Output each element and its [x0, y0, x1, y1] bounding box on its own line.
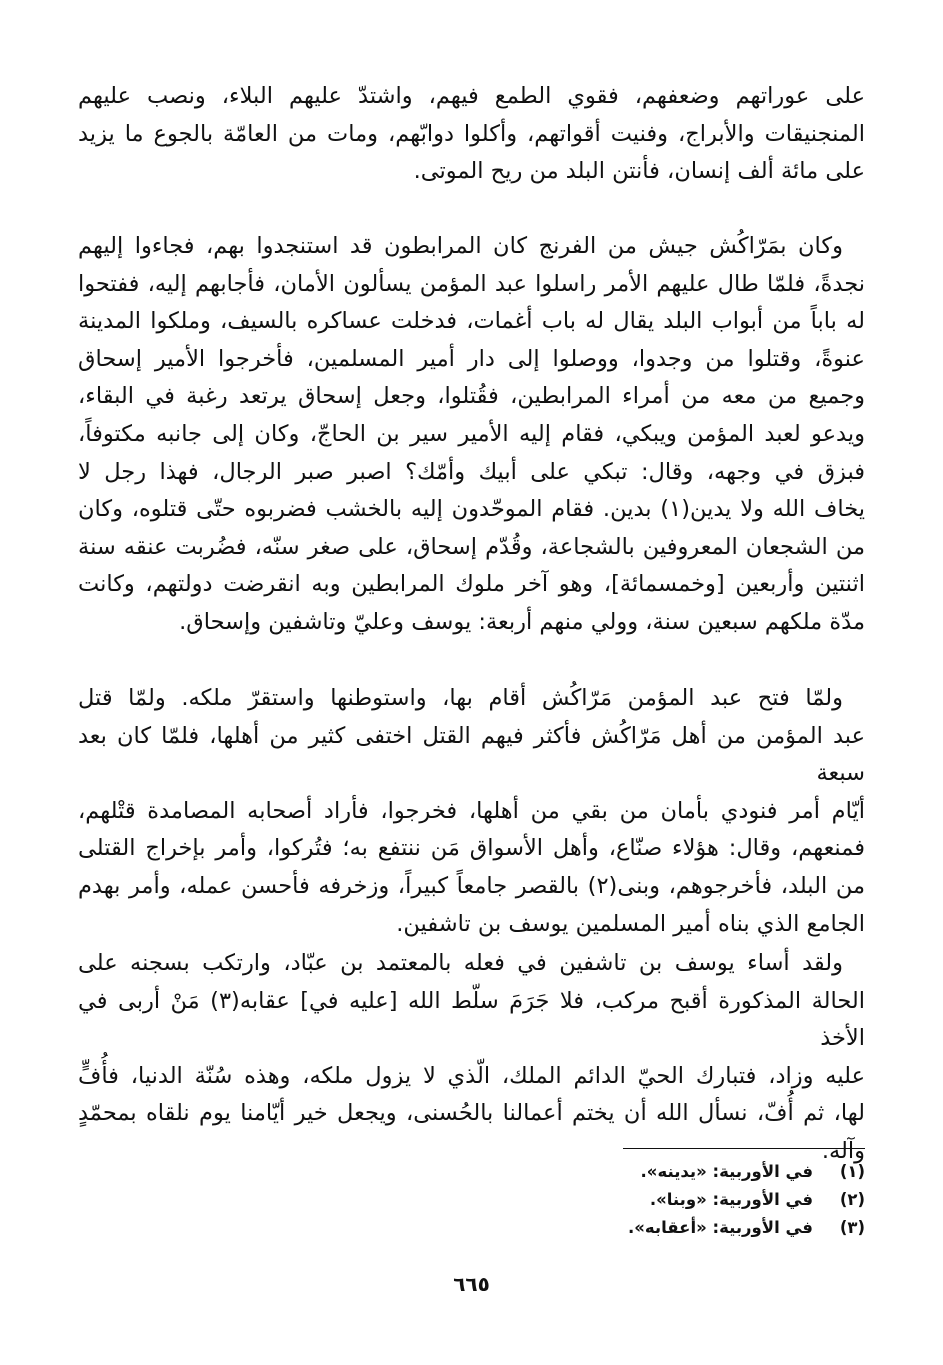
text-line: وآله. — [821, 1137, 865, 1164]
text-line: عليه وزاد، فتبارك الحيّ الدائم الملك، الّذي لا يزول ملكه، وهذه سُنّة الدنيا، فأُفٍّ — [78, 1062, 865, 1089]
footnote-text: في الأوربية: «يدينه». — [640, 1162, 813, 1181]
footnote-3 — [565, 1214, 865, 1242]
footnote-number: (٢) — [839, 1190, 865, 1209]
footnote-divider — [623, 1148, 865, 1149]
text-line: وكان بمَرّاكُش جيش من الفرنج كان المرابطون قد استنجدوا بهم، فجاءوا إليهم — [78, 233, 843, 259]
text-line: ولمّا فتح عبد المؤمن مَرّاكُش أقام بها، واستوطنها واستقرّ ملكه. ولمّا قتل — [78, 685, 843, 711]
text-line: عنوةً، وقتلوا من وجدوا، ووصلوا إلى دار أمير المسلمين، فأخرجوا الأمير إسحاق — [78, 345, 865, 372]
text-line: الجامع الذي بناه أمير المسلمين يوسف بن تاشفين. — [396, 910, 865, 937]
text-line: وجميع من معه من أمراء المرابطين، فقُتلوا، وجعل إسحاق يرتعد رغبة في البقاء، — [78, 383, 865, 410]
text-line: نجدةً، فلمّا طال عليهم الأمر راسلوا عبد المؤمن يسألون الأمان، فأجابهم إليه، ففتحوا — [78, 270, 865, 297]
text-line: أيّام أمر فنودي بأمان من بقي من أهلها، فخرجوا، فأراد أصحابه المصامدة قتْلهم، — [78, 797, 865, 824]
footnote-1 — [565, 1158, 865, 1186]
paragraph-3 — [78, 680, 865, 943]
text-line: اثنتين وأربعين [وخمسمائة]، وهو آخر ملوك المرابطين وبه انقرضت دولتهم، وكانت — [78, 571, 865, 598]
text-line: فبزق في وجهه، وقال: تبكي على أبيك وأمّك؟ اصبر صبر الرجال، فهذا رجل لا — [78, 458, 865, 485]
footnote-text: في الأوربية: «أعقابه». — [627, 1218, 813, 1237]
text-line: من البلد، فأخرجوهم، وبنى(٢) بالقصر جامعاً كبيراً، وزخرفه فأحسن عمله، وأمر بهدم — [78, 872, 865, 899]
footnote-text: في الأوربية: «وبنا». — [649, 1190, 813, 1209]
text-line: على عوراتهم وضعفهم، فقوي الطمع فيهم، واشتدّ عليهم البلاء، ونصب عليهم — [78, 83, 865, 109]
text-line: مدّة ملكهم سبعين سنة، وولي منهم أربعة: يوسف وعليّ وتاشفين وإسحاق. — [179, 608, 865, 635]
text-line: له باباً من أبواب البلد يقال له باب أغمات، فدخلت عساكره بالسيف، وملكوا المدينة — [78, 308, 865, 335]
footnote-number: (٣) — [839, 1218, 865, 1237]
text-line: من الشجعان المعروفين بالشجاعة، وقُدّم إسحاق، على صغر سنّه، فضُربت عنقه سنة — [78, 533, 865, 560]
text-line: ولقد أساء يوسف بن تاشفين في فعله بالمعتمد بن عبّاد، وارتكب بسجنه على — [78, 950, 843, 976]
footnote-2 — [565, 1186, 865, 1214]
paragraph-1 — [78, 78, 865, 191]
footnotes — [565, 1158, 865, 1242]
text-line: عبد المؤمن من أهل مَرّاكُش فأكثر فيهم القتل اختفى كثير من أهلها، فلمّا كان بعد سبعة — [78, 722, 865, 787]
text-line: الحالة المذكورة أقبح مركب، فلا جَرَمَ سلّط الله [عليه في] عقابه(٣) مَنْ أربى في الأخذ — [78, 987, 865, 1052]
text-line: ويدعو لعبد المؤمن ويبكي، فقام إليه الأمير سير بن الحاجّ، وكان إلى جانبه مكتوفاً، — [78, 420, 865, 447]
page-number: ٦٦٥ — [453, 1272, 490, 1296]
paragraph-2 — [78, 228, 865, 642]
text-line: لها، ثم أُفّ، نسأل الله أن يختم أعمالنا بالحُسنى، ويجعل خير أيّامنا يوم نلقاه بمحمّدٍ — [78, 1100, 865, 1127]
text-line: فمنعهم، وقال: هؤلاء صنّاع، وأهل الأسواق مَن ننتفع به؛ فتُركوا، وأمر بإخراج القتلى — [78, 835, 865, 862]
paragraph-4 — [78, 945, 865, 1171]
footnote-number: (١) — [839, 1162, 865, 1181]
text-line: على مائة ألف إنسان، فأنتن البلد من ريح الموتى. — [413, 158, 865, 185]
text-line: يخاف الله ولا يدين(١) بدين. فقام الموحّدون إليه بالخشب فضربوه حتّى قتلوه، وكان — [78, 496, 865, 523]
text-line: المنجنيقات والأبراج، وفنيت أقواتهم، وأكلوا دوابّهم، ومات من العامّة بالجوع ما يزيد — [78, 120, 865, 147]
